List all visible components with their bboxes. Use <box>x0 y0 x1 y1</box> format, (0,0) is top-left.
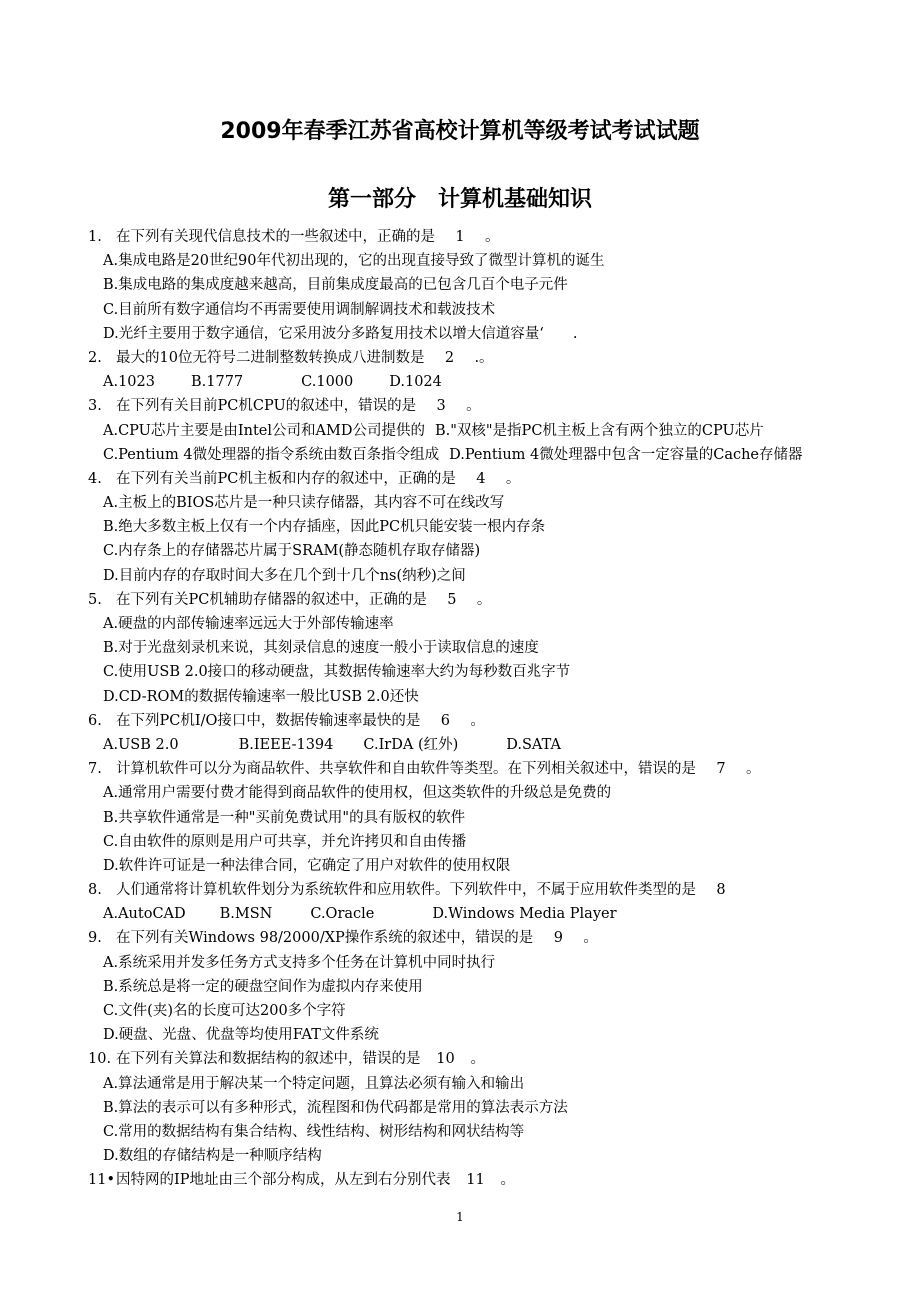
question-stem: 最大的10位无符号二进制整数转换成八进制数是 <box>116 349 425 366</box>
question-6 <box>0 709 920 733</box>
option-row <box>0 685 920 709</box>
question-end-mark: 。 <box>746 761 761 778</box>
question-number: 6. <box>88 712 102 729</box>
question-end-mark: 。 <box>476 591 492 608</box>
option-text: C.目前所有数字通信均不再需要使用调制解调技术和载波技术 <box>103 301 496 318</box>
option-text: D.光纤主要用于数字通信，它采用波分多路复用技术以增大信道容量‘ . <box>103 325 578 342</box>
answer-blank: 8 <box>716 882 726 899</box>
option-row <box>0 1072 920 1096</box>
question-number: 8. <box>88 882 102 899</box>
option-row <box>0 806 920 830</box>
option-text: C.文件(夹)名的长度可达200多个字符 <box>103 1003 346 1019</box>
option-row <box>0 539 920 563</box>
answer-blank: 7 <box>716 761 726 778</box>
option-text: C.Oracle <box>310 906 375 923</box>
option-text: A.CPU芯片主要是由Intel公司和AMD公司提供的 <box>103 422 425 439</box>
question-stem: 在下列有关当前PC机主板和内存的叙述中，正确的是 <box>116 470 456 487</box>
question-number: 5. <box>88 591 102 608</box>
question-stem: 在下列有关Windows 98/2000/XP操作系统的叙述中，错误的是 <box>116 930 534 947</box>
option-row <box>0 370 920 394</box>
question-number: 1. <box>88 229 102 245</box>
option-row <box>0 612 920 636</box>
question-end-mark: .。 <box>474 349 494 366</box>
question-8 <box>0 878 920 902</box>
answer-blank: 11 <box>466 1172 485 1189</box>
option-text: A.1023 <box>103 374 155 391</box>
question-11 <box>0 1168 920 1192</box>
answer-blank: 2 <box>444 349 455 366</box>
page-number: 1 <box>456 1210 464 1224</box>
option-text: C.使用USB 2.0接口的移动硬盘，其数据传输速率大约为每秒数百兆字节 <box>103 664 571 681</box>
option-row <box>0 491 920 515</box>
option-text: C.常用的数据结构有集合结构、线性结构、树形结构和网状结构等 <box>103 1123 525 1140</box>
question-list <box>0 225 920 1193</box>
option-text: D.1024 <box>389 374 442 391</box>
option-text: C.Pentium 4微处理器的指令系统由数百条指令组成 <box>103 446 440 463</box>
question-stem: 计算机软件可以分为商品软件、共享软件和自由软件等类型。在下列相关叙述中，错误的是 <box>116 761 696 778</box>
option-text: D.CD-ROM的数据传输速率一般比USB 2.0还快 <box>103 688 419 705</box>
option-text: C.IrDA (红外) <box>363 736 459 753</box>
option-text: A.集成电路是20世纪90年代初出现的，它的出现直接导致了微型计算机的诞生 <box>103 253 605 270</box>
question-9 <box>0 926 920 950</box>
option-text: C.1000 <box>301 374 354 391</box>
option-text: A.通常用户需要付费才能得到商品软件的使用权，但这类软件的升级总是免费的 <box>103 785 612 802</box>
question-7 <box>0 757 920 781</box>
option-row <box>0 951 920 975</box>
option-row <box>0 830 920 854</box>
option-text: A.主板上的BIOS芯片是一种只读存储器，其内容不可在线改写 <box>103 495 505 512</box>
question-number: 9. <box>88 930 102 947</box>
question-stem: 在下列有关现代信息技术的一些叙述中，正确的是 <box>116 229 435 245</box>
option-text: A.算法通常是用于解决某一个特定问题，且算法必须有输入和输出 <box>103 1075 525 1092</box>
option-text: A.AutoCAD <box>103 906 186 923</box>
option-row <box>0 1023 920 1047</box>
option-text: B.绝大多数主板上仅有一个内存插座，因此PC机只能安装一根内存条 <box>103 519 546 536</box>
option-row <box>0 1096 920 1120</box>
question-number: 10. <box>88 1051 112 1068</box>
question-stem: 在下列PC机I/O接口中，数据传输速率最快的是 <box>116 712 421 729</box>
question-4 <box>0 467 920 491</box>
option-row <box>0 564 920 588</box>
option-text: B."双核"是指PC机主板上含有两个独立的CPU芯片 <box>434 422 764 439</box>
option-text: B.MSN <box>219 906 273 923</box>
option-text: B.系统总是将一定的硬盘空间作为虚拟内存来使用 <box>103 978 423 995</box>
question-stem: 在下列有关算法和数据结构的叙述中，错误的是 <box>116 1051 421 1068</box>
option-row <box>0 636 920 660</box>
question-end-mark: 。 <box>583 930 598 947</box>
option-text: D.Windows Media Player <box>432 906 617 923</box>
question-3 <box>0 394 920 418</box>
option-row <box>0 515 920 539</box>
question-10 <box>0 1047 920 1071</box>
option-text: B.算法的表示可以有多种形式，流程图和伪代码都是常用的算法表示方法 <box>103 1099 568 1116</box>
option-row <box>0 322 920 346</box>
question-stem: 人们通常将计算机软件划分为系统软件和应用软件。下列软件中，不属于应用软件类型的是 <box>116 882 696 899</box>
question-number: 2. <box>88 349 102 366</box>
option-text: B.对于光盘刻录机来说，其刻录信息的速度一般小于读取信息的速度 <box>103 640 539 657</box>
option-row <box>0 273 920 297</box>
question-number: 3. <box>88 398 102 415</box>
section-title: 第一部分 计算机基础知识 <box>327 187 592 212</box>
option-text: B.IEEE-1394 <box>238 736 334 753</box>
question-end-mark: 。 <box>485 229 500 245</box>
option-row <box>0 660 920 684</box>
option-text: D.Pentium 4微处理器中包含一定容量的Cache存储器 <box>449 446 803 463</box>
question-end-mark: 。 <box>500 1172 515 1189</box>
option-row <box>0 443 920 467</box>
answer-blank: 9 <box>553 930 563 947</box>
option-row <box>0 975 920 999</box>
document-title: 2009年春季江苏省高校计算机等级考试考试试题 <box>220 119 700 144</box>
question-stem: 在下列有关PC机辅助存储器的叙述中，正确的是 <box>116 591 427 608</box>
question-5 <box>0 588 920 612</box>
option-text: D.数组的存储结构是一种顺序结构 <box>103 1148 322 1165</box>
option-text: B.共享软件通常是一种"买前免费试用"的具有版权的软件 <box>103 809 466 826</box>
answer-blank: 4 <box>476 470 486 487</box>
question-end-mark: 。 <box>470 712 485 729</box>
option-text: C.内存条上的存储器芯片属于SRAM(静态随机存取存储器) <box>103 543 481 560</box>
answer-blank: 3 <box>436 398 446 415</box>
answer-blank: 6 <box>440 712 450 729</box>
question-2 <box>0 346 920 370</box>
option-text: D.目前内存的存取时间大多在几个到十几个ns(纳秒)之间 <box>103 567 466 584</box>
option-row <box>0 1144 920 1168</box>
question-stem: 因特网的IP地址由三个部分构成，从左到右分别代表 <box>116 1172 451 1189</box>
question-number: 4. <box>88 470 102 487</box>
option-row <box>0 781 920 805</box>
option-text: D.硬盘、光盘、优盘等均使用FAT文件系统 <box>103 1027 379 1044</box>
option-row <box>0 1120 920 1144</box>
option-row <box>0 249 920 273</box>
option-row <box>0 854 920 878</box>
question-end-mark: 。 <box>505 470 521 487</box>
question-end-mark: 。 <box>470 1051 485 1068</box>
option-row <box>0 298 920 322</box>
question-stem: 在下列有关目前PC机CPU的叙述中，错误的是 <box>116 398 417 415</box>
question-number: 11• <box>88 1172 116 1189</box>
option-text: A.系统采用并发多任务方式支持多个任务在计算机中同时执行 <box>103 954 496 971</box>
answer-blank: 5 <box>447 591 457 608</box>
question-end-mark: 。 <box>466 398 481 415</box>
option-text: A.硬盘的内部传输速率远远大于外部传输速率 <box>103 616 394 632</box>
option-row <box>0 999 920 1023</box>
question-number: 7. <box>88 761 102 778</box>
answer-blank: 1 <box>455 229 465 245</box>
question-1 <box>0 225 920 249</box>
option-text: A.USB 2.0 <box>103 736 179 753</box>
answer-blank: 10 <box>436 1051 455 1068</box>
option-text: D.软件许可证是一种法律合同，它确定了用户对软件的使用权限 <box>103 857 511 874</box>
option-text: B.1777 <box>190 374 244 391</box>
option-row <box>0 733 920 757</box>
option-text: B.集成电路的集成度越来越高，目前集成度最高的已包含几百个电子元件 <box>103 277 568 294</box>
option-row <box>0 902 920 926</box>
option-row <box>0 419 920 443</box>
option-text: D.SATA <box>506 736 561 753</box>
option-text: C.自由软件的原则是用户可共享，并允许拷贝和自由传播 <box>103 833 467 850</box>
